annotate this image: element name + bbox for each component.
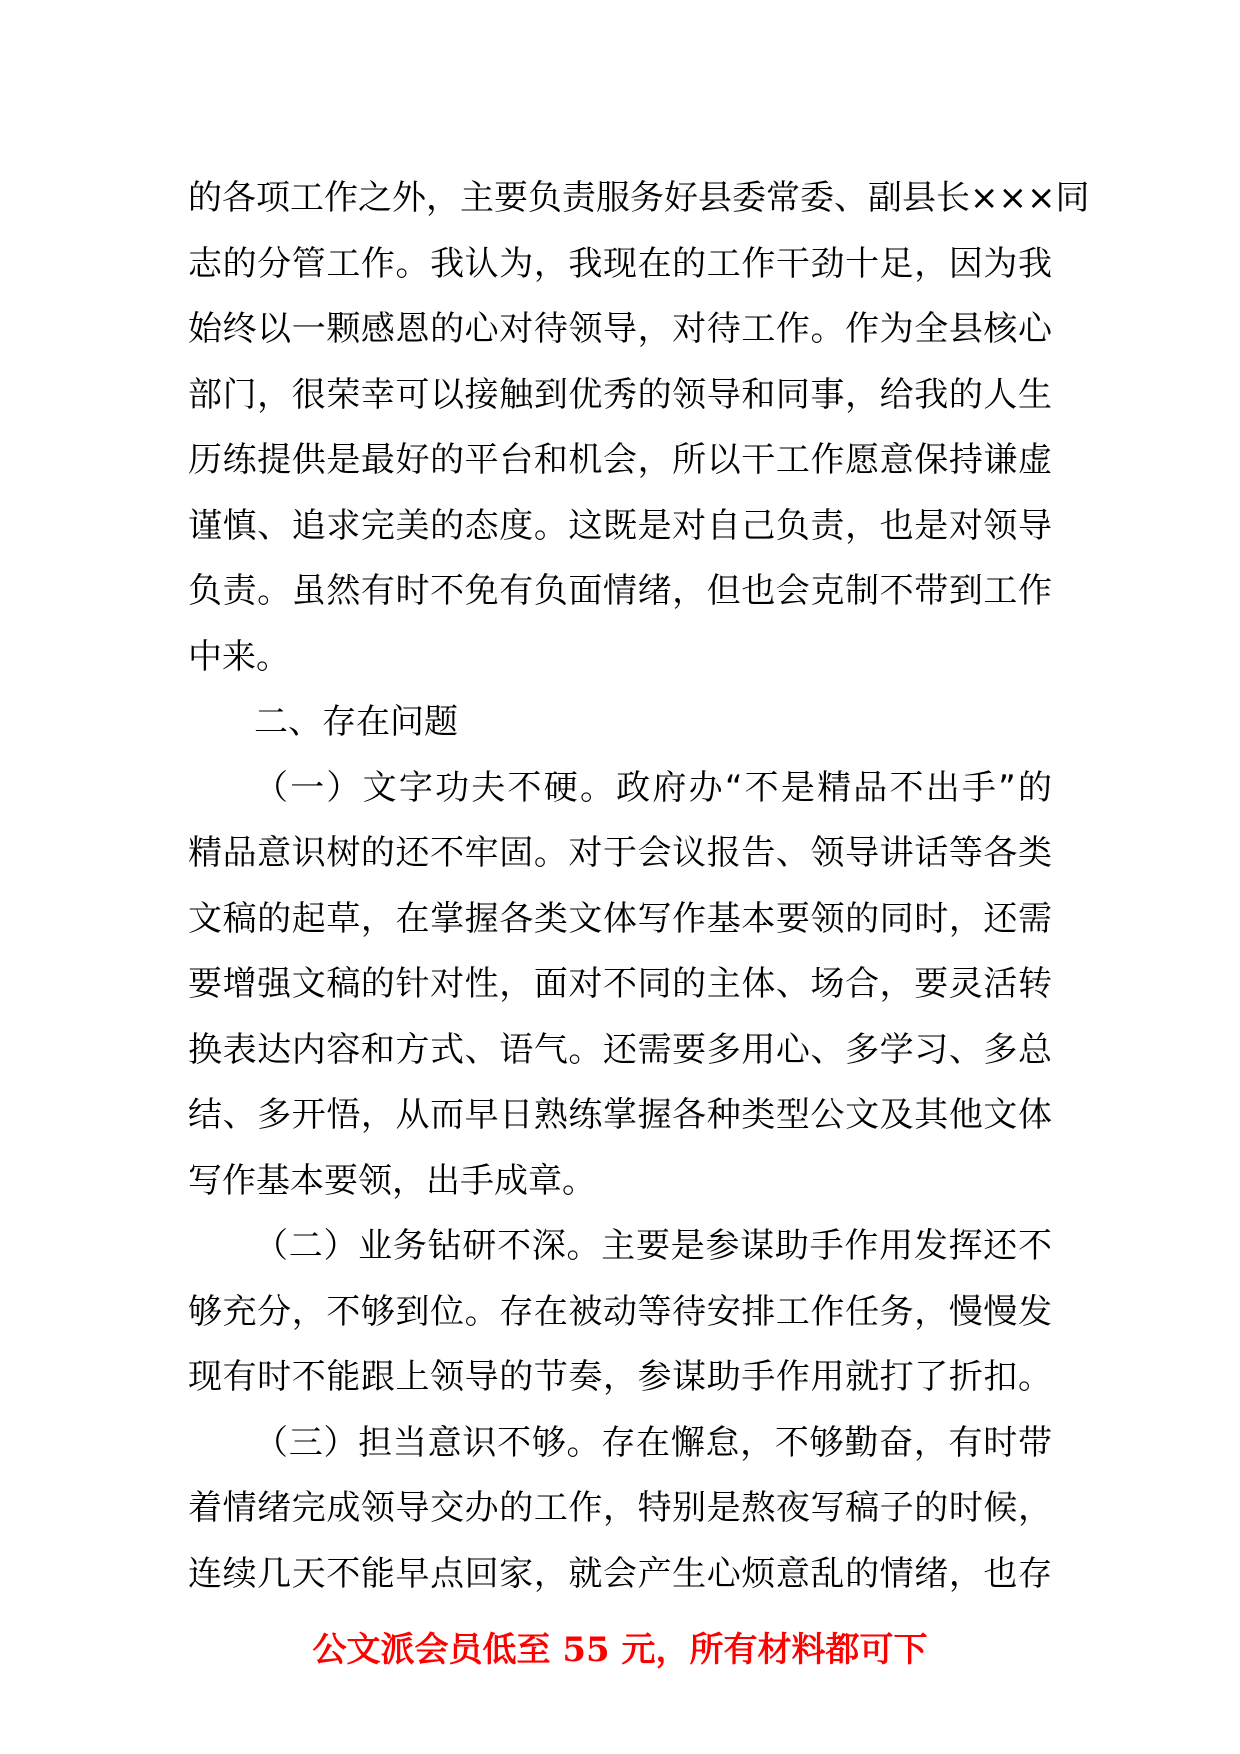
text-line: 要增强文稿的针对性，面对不同的主体、场合，要灵活转 (188, 964, 1052, 1004)
text-line: 志的分管工作。我认为，我现在的工作干劲十足，因为我 (188, 243, 1052, 284)
document-body (188, 166, 1090, 1607)
text-line: 的各项工作之外，主要负责服务好县委常委、副县长×××同 (188, 178, 1090, 218)
text-line: 部门，很荣幸可以接触到优秀的领导和同事，给我的人生 (188, 374, 1052, 415)
text-line: 够充分，不够到位。存在被动等待安排工作任务，慢慢发 (188, 1291, 1052, 1332)
subsection-heading: （二）业务钻研不深。主要是参谋助手作用发挥还不 (254, 1226, 1052, 1266)
subsection-heading: （三）担当意识不够。存在懈怠，不够勤奋，有时带 (254, 1422, 1052, 1463)
text-line: 始终以一颗感恩的心对待领导，对待工作。作为全县核心 (188, 309, 1052, 349)
text-line: 历练提供是最好的平台和机会，所以干工作愿意保持谦虚 (188, 440, 1052, 480)
subsection-heading: （一）文字功夫不硬。政府办“不是精品不出手”的 (254, 767, 1052, 808)
text-line: 负责。虽然有时不免有负面情绪，但也会克制不带到工作 (188, 571, 1052, 611)
text-line: 中来。 (188, 636, 290, 677)
text-line: 连续几天不能早点回家，就会产生心烦意乱的情绪，也存 (188, 1553, 1052, 1594)
text-line: 着情绪完成领导交办的工作，特别是熬夜写稿子的时候， (188, 1488, 1052, 1528)
promo-footer: 公文派会员低至 55 元，所有材料都可下 (312, 1630, 928, 1670)
text-line: 结、多开悟，从而早日熟练掌握各种类型公文及其他文体 (188, 1095, 1052, 1135)
section-heading: 二、存在问题 (254, 702, 458, 742)
text-line: 现有时不能跟上领导的节奏，参谋助手作用就打了折扣。 (188, 1357, 1052, 1397)
text-line: 换表达内容和方式、语气。还需要多用心、多学习、多总 (188, 1029, 1052, 1070)
text-line: 精品意识树的还不牢固。对于会议报告、领导讲话等各类 (188, 833, 1052, 873)
text-line: 文稿的起草，在掌握各类文体写作基本要领的同时，还需 (188, 898, 1052, 939)
text-line: 谨慎、追求完美的态度。这既是对自己负责，也是对领导 (188, 505, 1052, 546)
text-line: 写作基本要领，出手成章。 (188, 1160, 596, 1201)
